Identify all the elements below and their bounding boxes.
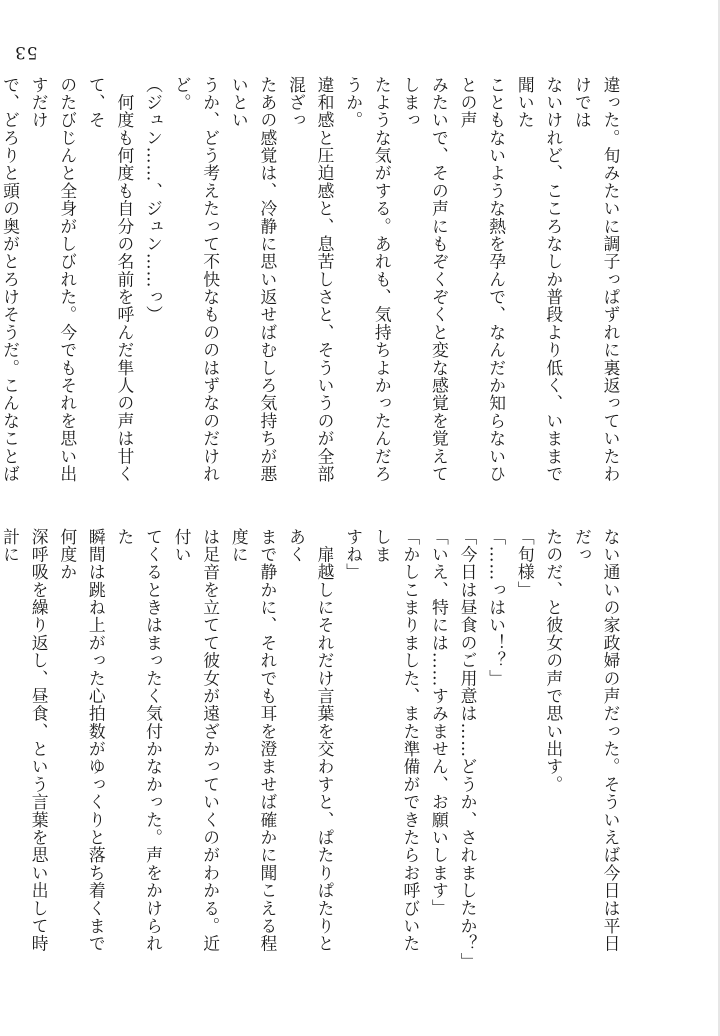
text-line: のたびじんと全身がしびれた。今でもそれを思い出すだけ — [29, 76, 78, 483]
text-line: で、どろりと頭の奥がとろけそうだ。こんなことば — [0, 76, 21, 483]
text-line: たあの感覚は、冷静に思い返せばむしろ気持ちが悪いとい — [229, 76, 278, 483]
text-line: たのだ、と彼女の声で思い出す。 — [543, 528, 564, 794]
text-line: うか、どう考えたって不快なもののはずなのだけれど。 — [172, 76, 221, 483]
text-line: 扉越しにそれだけ言葉を交わすと、ぱたりぱたりとあく — [286, 528, 336, 953]
text-line: こともないような熱を孕んで、なんだか知らないひとの声 — [458, 76, 507, 483]
text-line: てくるときはまったく気付かなかった。声をかけられた — [114, 528, 164, 953]
text-line: 「旬様」 — [515, 528, 536, 599]
text-line: たような気がする。あれも、気持ちよかったんだろうか。 — [343, 76, 393, 483]
text-line: ない通いの家政婦の声だった。そういえば今日は平日だっ — [572, 528, 621, 953]
text-line: 瞬間は跳ね上がった心拍数がゆっくりと落ち着くまで何度か — [57, 528, 107, 953]
text-line: みたいで、その声にもぞくぞくと変な感覚を覚えてしまっ — [400, 76, 450, 483]
text-line: ないけれど、こころなしか普段より低く、いままで聞いた — [515, 76, 564, 483]
text-line: 違和感と圧迫感と、息苦しさと、そういうのが全部混ざっ — [286, 76, 336, 483]
text-line: 「いえ、特には……すみません、お願いします」 — [429, 528, 450, 918]
text-line: （ジュン……、ジュン……っ） — [143, 76, 164, 324]
bottom-text-block — [0, 528, 625, 971]
text-line: 「……っはい！？」 — [486, 528, 507, 688]
text-line: は足音を立てて彼女が遠ざかっていくのがわかる。近付い — [172, 528, 221, 953]
text-line: すね」 — [343, 528, 364, 582]
text-line: 深呼吸を繰り返し、昼食、という言葉を思い出して時計に — [0, 528, 50, 953]
page-number: 53 — [14, 42, 38, 62]
text-line: 「かしこまりました、また準備ができたらお呼びいたしま — [372, 528, 421, 953]
text-line: 何度も何度も自分の名前を呼んだ隼人の声は甘くて、そ — [86, 76, 135, 483]
text-line: 違った。旬みたいに調子っぱずれに裏返っていたわけでは — [572, 76, 621, 483]
text-line: 「今日は昼食のご用意は……どうか、されましたか？」 — [458, 528, 479, 971]
text-line: まで静かに、それでも耳を澄ませば確かに聞こえる程度に — [229, 528, 278, 953]
top-text-block — [0, 76, 625, 494]
